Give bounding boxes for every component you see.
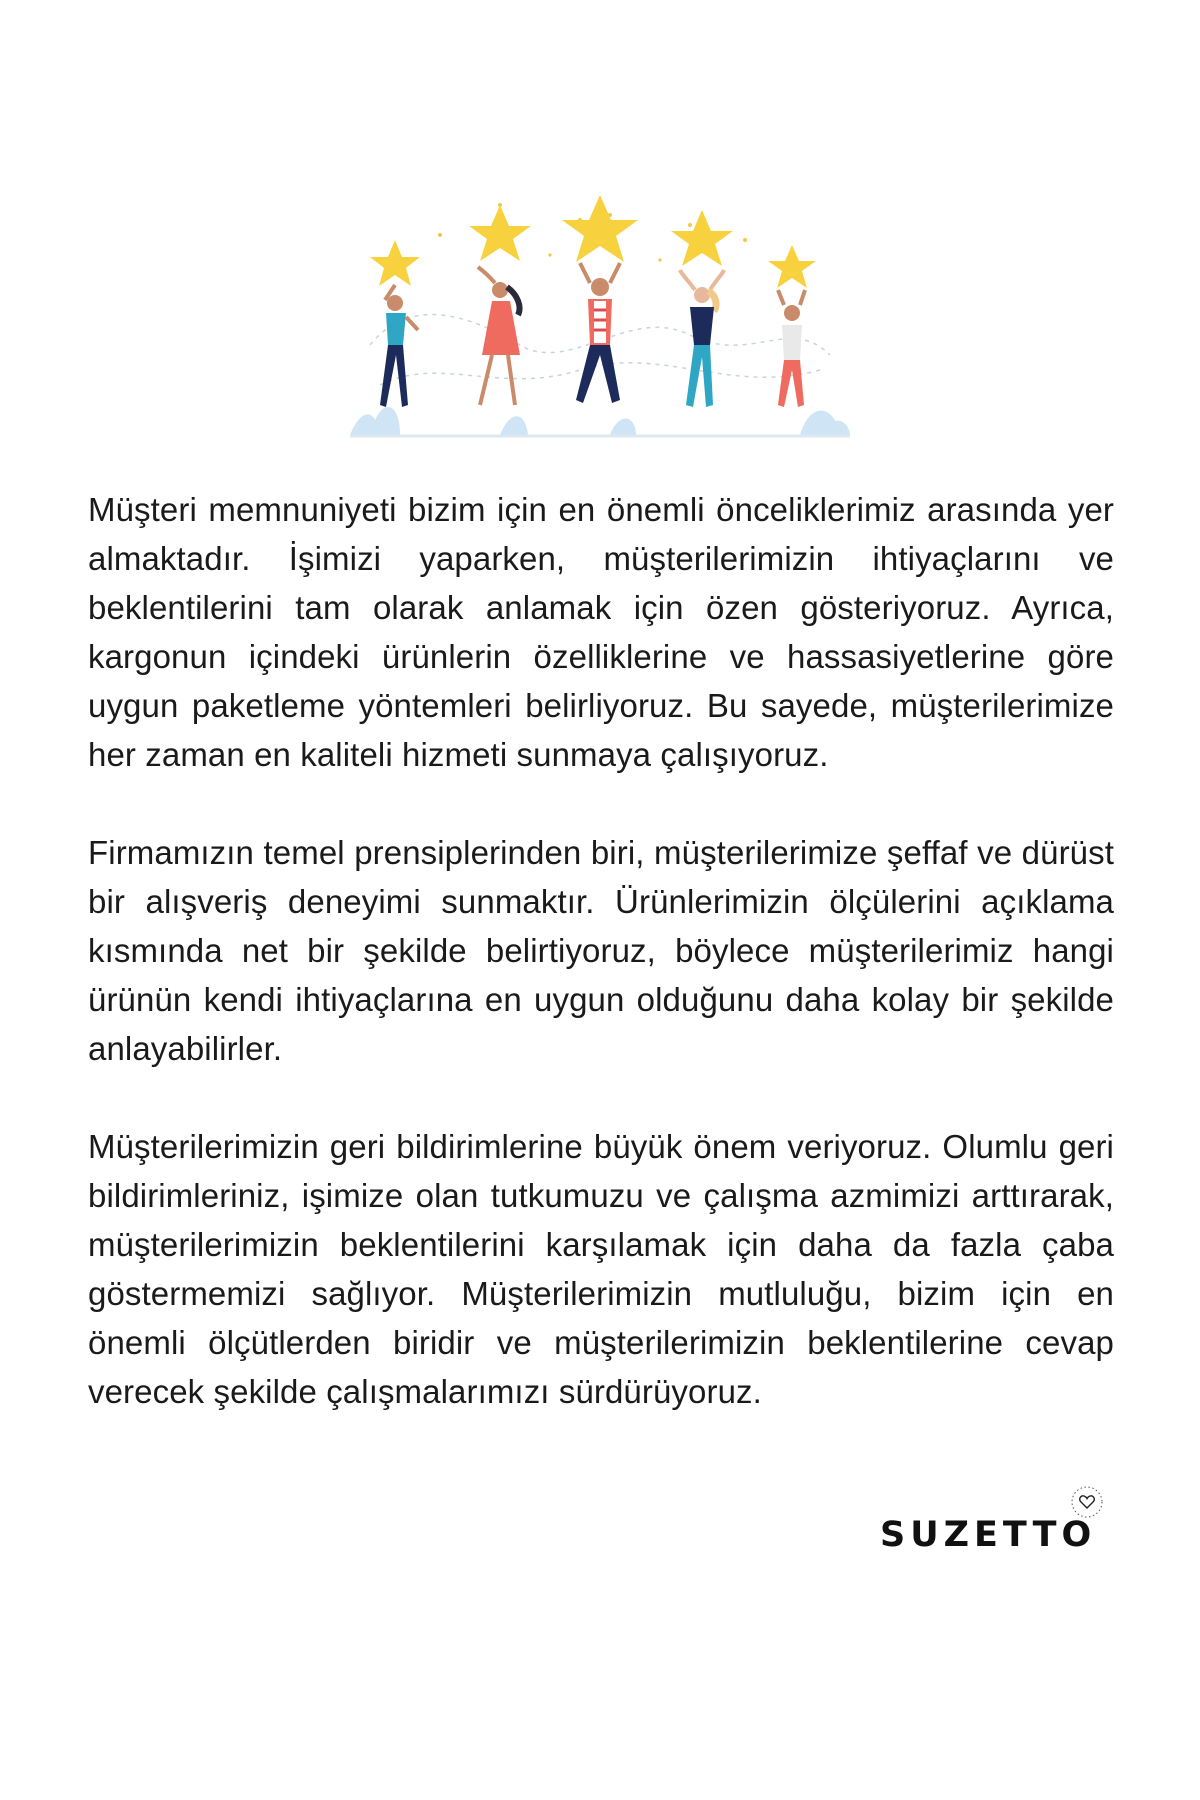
heart-icon — [1070, 1485, 1104, 1519]
paragraph-feedback: Müşterilerimizin geri bildirimlerine büyük önem veriyoruz. Olumlu geri bildirimleriniz, işimize olan tutkumuzu ve çalışma azmimizi arttırarak, müşterilerimizin beklentilerini karşılamak için daha da fazla çaba göstermemizi sağlıyor. Müşterilerimizin mutluluğu, bizim için en önemli ölçütlerden biridir ve müşterilerimizin beklentilerine cevap verecek şekilde çalışmalarımızı sürdürüyoruz. — [88, 1128, 1114, 1410]
plant-decoration — [350, 407, 850, 435]
star-icon — [768, 245, 816, 288]
person-figure — [478, 267, 520, 405]
people-holding-stars-illustration — [350, 195, 850, 445]
brand-name: SUZETTO — [880, 1515, 1097, 1555]
star-icon — [562, 195, 638, 262]
brand-logo — [880, 1485, 1100, 1560]
paragraph-transparency: Firmamızın temel prensiplerinden biri, müşterilerimize şeffaf ve dürüst bir alışveriş deneyimi sunmaktır. Ürünlerimizin ölçülerini açıklama kısmında net bir şekilde belirtiyoruz, böylece müşterilerimiz hangi ürünün kendi ihtiyaçlarına en uygun olduğunu daha kolay bir şekilde anlayabilirler. — [88, 834, 1114, 1067]
person-figure — [576, 263, 620, 403]
star-icon — [671, 210, 733, 266]
main-content — [88, 485, 1114, 1416]
person-figure — [380, 285, 418, 407]
person-figure — [680, 270, 724, 407]
star-icon — [469, 205, 531, 261]
person-figure — [778, 290, 805, 407]
star-icon — [370, 240, 420, 286]
paragraph-customer-satisfaction: Müşteri memnuniyeti bizim için en önemli önceliklerimiz arasında yer almaktadır. İşimizi yaparken, müşterilerimizin ihtiyaçlarını ve beklentilerini tam olarak anlamak için özen gösteriyoruz. Ayrıca, kargonun içindeki ürünlerin özelliklerine ve hassasiyetlerine göre uygun paketleme yöntemleri belirliyoruz. Bu sayede, müşterilerimize her zaman en kaliteli hizmeti sunmaya çalışıyoruz. — [88, 491, 1114, 773]
